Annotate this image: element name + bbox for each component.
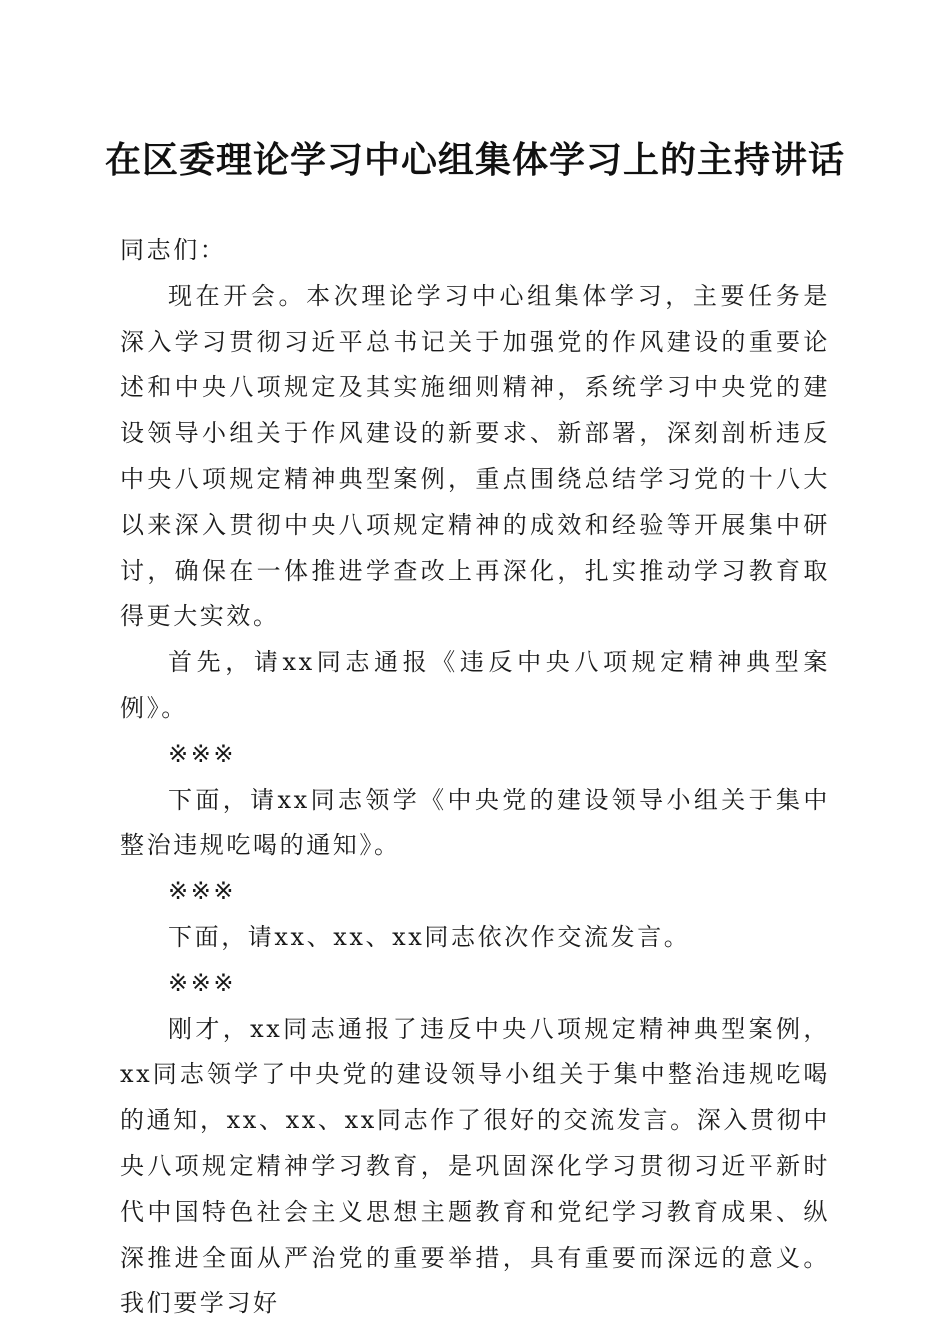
paragraph-summary: 刚才，xx同志通报了违反中央八项规定精神典型案例，xx同志领学了中央党的建设领导小组关于集中整治违规吃喝的通知，xx、xx、xx同志作了很好的交流发言。深入贯彻中央八项规定精神学习教育，是巩固深化学习贯彻习近平新时代中国特色社会主义思想主题教育和党纪学习教育成果、纵深推进全面从严治党的重要举措，具有重要而深远的意义。我们要学习好 <box>120 1014 830 1318</box>
document-body <box>120 228 830 1327</box>
paragraph-opening: 现在开会。本次理论学习中心组集体学习，主要任务是深入学习贯彻习近平总书记关于加强党的作风建设的重要论述和中央八项规定及其实施细则精神，系统学习中央党的建设领导小组关于作风建设的新要求、新部署，深刻剖析违反中央八项规定精神典型案例，重点围绕总结学习党的十八大以来深入贯彻中央八项规定精神的成效和经验等开展集中研讨，确保在一体推进学查改上再深化，扎实推动学习教育取得更大实效。 <box>120 281 830 631</box>
section-separator: ※※※ <box>168 739 237 768</box>
paragraph-third-item: 下面，请xx、xx、xx同志依次作交流发言。 <box>168 922 691 951</box>
section-separator: ※※※ <box>168 968 237 997</box>
paragraph-first-item: 首先，请xx同志通报《违反中央八项规定精神典型案例》。 <box>120 648 830 722</box>
document-title: 在区委理论学习中心组集体学习上的主持讲话 <box>104 139 845 181</box>
section-separator: ※※※ <box>168 877 237 906</box>
paragraph-second-item: 下面，请xx同志领学《中央党的建设领导小组关于集中整治违规吃喝的通知》。 <box>120 785 830 860</box>
salutation: 同志们： <box>120 236 227 264</box>
